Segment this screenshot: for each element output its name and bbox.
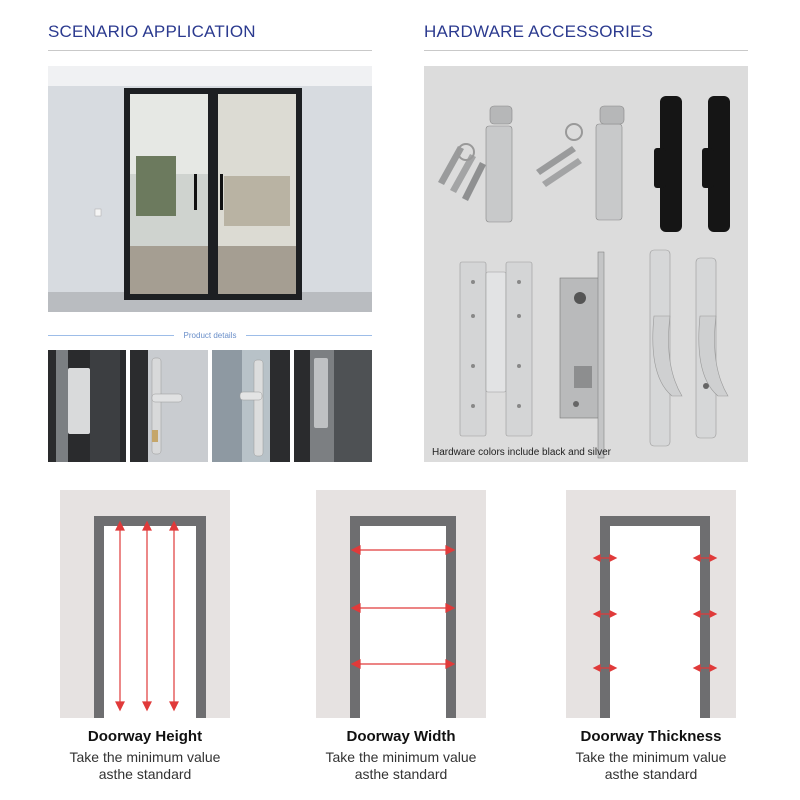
- product-details-divider: [48, 326, 372, 344]
- doorway-height-caption: [25, 728, 265, 783]
- detail-handle-lock-thumb: [130, 350, 208, 462]
- mortise-lock-icon: [560, 252, 604, 458]
- detail-frame-thumb: [294, 350, 372, 462]
- doorway-thickness-note-line2: asthe standard: [604, 766, 698, 782]
- doorway-height-note-line1: Take the minimum value: [69, 749, 221, 765]
- doorway-width-caption: [281, 728, 521, 783]
- hardware-accessories-photo: [424, 66, 748, 462]
- detail-handle-thumb: [212, 350, 290, 462]
- lock-cylinder-icon: [438, 106, 512, 222]
- silver-handle-icon: [650, 250, 728, 446]
- doorway-width-note-line2: asthe standard: [354, 766, 448, 782]
- doorway-height-title: Doorway Height: [87, 728, 203, 745]
- doorway-width-note-line1: Take the minimum value: [325, 749, 477, 765]
- doorway-width-diagram: [316, 490, 486, 718]
- hardware-colors-caption: Hardware colors include black and silver: [432, 447, 611, 458]
- divider: [48, 50, 372, 51]
- doorway-thickness-note-line1: Take the minimum value: [575, 749, 727, 765]
- doorway-thickness-caption: [531, 728, 771, 783]
- doorway-height-diagram: [60, 490, 230, 718]
- scenario-application-title: SCENARIO APPLICATION: [48, 22, 256, 41]
- product-details-label: Product details: [183, 330, 237, 340]
- doorway-thickness-title: Doorway Thickness: [580, 728, 722, 745]
- lock-cylinder-icon: [536, 106, 624, 220]
- detail-hinge-thumb: [48, 350, 126, 462]
- doorway-width-title: Doorway Width: [346, 728, 456, 745]
- doorway-thickness-diagram: [566, 490, 736, 718]
- hinge-icon: [460, 262, 532, 436]
- hardware-accessories-title: HARDWARE ACCESSORIES: [424, 22, 654, 41]
- divider: [424, 50, 748, 51]
- doorway-height-note-line2: asthe standard: [98, 766, 192, 782]
- scenario-door-photo: [48, 66, 372, 312]
